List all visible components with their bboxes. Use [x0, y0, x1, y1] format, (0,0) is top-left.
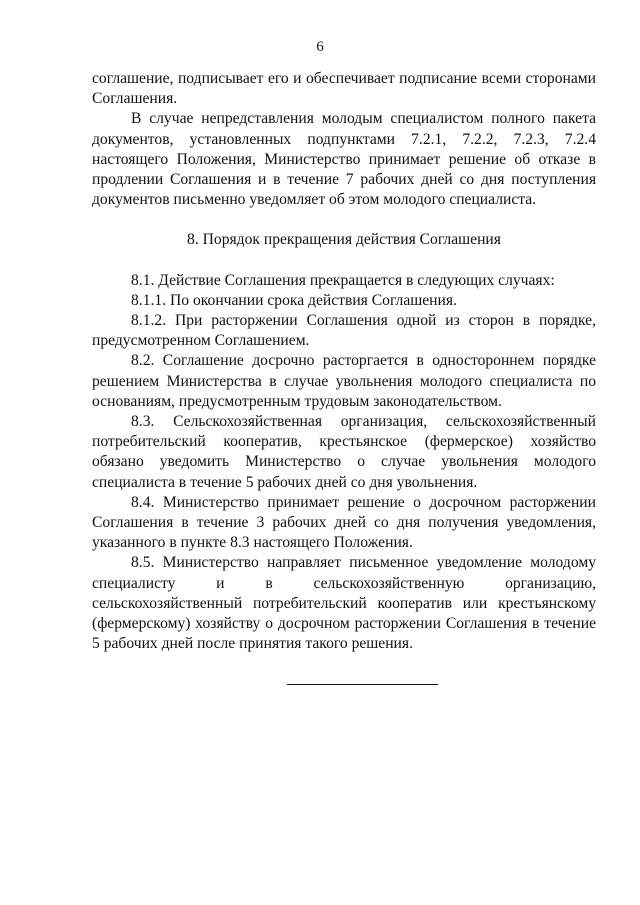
- clause-8-3: 8.3. Сельскохозяйственная организация, сельскохозяйственный потребительский кооператив, крестьянское (фермерское) хозяйство обязано уведомить Министерство о случае увольнения молодого специалиста в течение 5 рабочих дней со дня увольнения.: [92, 413, 596, 491]
- clause-8-1-2: 8.1.2. При расторжении Соглашения одной из сторон в порядке, предусмотренном Соглашением.: [92, 312, 596, 350]
- clause-8-4: 8.4. Министерство принимает решение о досрочном расторжении Соглашения в течение 3 рабочих дней со дня получения уведомления, указанного в пункте 8.3 настоящего Положения.: [92, 493, 596, 552]
- clause-8-1-1: 8.1.1. По окончании срока действия Соглашения.: [131, 291, 457, 309]
- document-body: [92, 69, 596, 654]
- clause-8-5: 8.5. Министерство направляет письменное уведомление молодому специалисту и в сельскохозяйственную организацию, сельскохозяйственный потребительский кооператив или крестьянскому (фермерскому) хозяйству о досрочном расторжении Соглашения в течение 5 рабочих дней после принятия такого решения.: [92, 554, 596, 653]
- paragraph-refusal: В случае непредставления молодым специалистом полного пакета документов, установленных подпунктами 7.2.1, 7.2.2, 7.2.3, 7.2.4 настоящего Положения, Министерство принимает решение об отказе в продлении Соглашения и в течение 7 рабочих дней со дня поступления документов письменно уведомляет об этом молодого специалиста.: [92, 110, 596, 209]
- end-divider: [287, 684, 438, 685]
- paragraph-continuation: соглашение, подписывает его и обеспечивает подписание всеми сторонами Соглашения.: [92, 70, 596, 108]
- section-heading: 8. Порядок прекращения действия Соглашения: [187, 231, 501, 249]
- clause-8-1: 8.1. Действие Соглашения прекращается в следующих случаях:: [131, 271, 555, 289]
- clause-8-2: 8.2. Соглашение досрочно расторгается в одностороннем порядке решением Министерства в случае увольнения молодого специалиста по основаниям, предусмотренным трудовым законодательством.: [92, 352, 596, 410]
- page-number: 6: [316, 39, 324, 55]
